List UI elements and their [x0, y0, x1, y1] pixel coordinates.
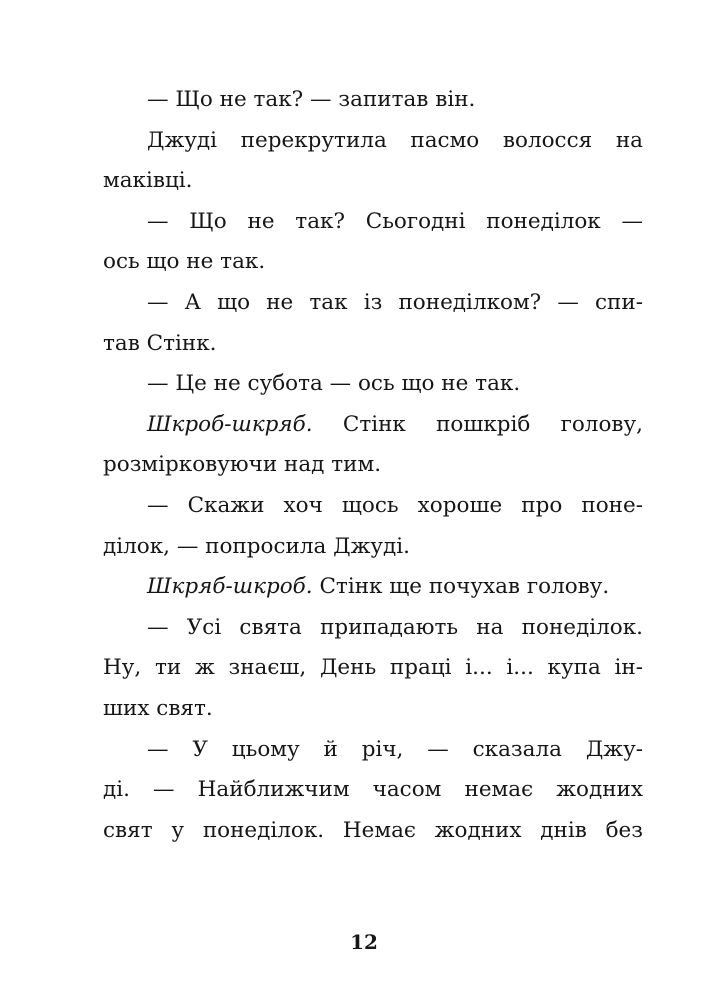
text-line: — У цьому й річ, — сказала Джу- — [147, 736, 643, 762]
text-line: Ну, ти ж знаєш, День праці і... і... купа ін- — [103, 655, 643, 681]
text-line: — Що не так? Сьогодні понеділок — — [147, 208, 643, 234]
text-line: ших свят. — [103, 695, 213, 721]
text-line: — Що не так? — запитав він. — [147, 87, 476, 112]
sound-effect: Шкряб-шкроб. — [147, 574, 313, 600]
text-line: Шкряб-шкроб. Стінк ще почухав голову. — [147, 574, 610, 600]
text-line: Шкроб-шкряб. Стінк пошкріб голову, — [147, 411, 643, 437]
page-number: 12 — [350, 930, 378, 954]
text-line: свят у понеділок. Немає жодних днів без — [103, 817, 643, 843]
sound-effect: Шкроб-шкряб. — [147, 411, 313, 437]
text-line: маківці. — [103, 168, 193, 194]
text-line: — Скажи хоч щось хороше про поне- — [147, 492, 643, 518]
text-line: тав Стінк. — [103, 330, 217, 356]
text-line: — А що не так із понеділком? — спи- — [147, 289, 643, 315]
text-line: ді. — Найближчим часом немає жодних — [103, 777, 643, 803]
text-line: — Усі свята припадають на понеділок. — [147, 614, 643, 640]
text-line: ділок, — попросила Джуді. — [103, 533, 411, 559]
body-text — [103, 80, 643, 851]
text-line: ось що не так. — [103, 249, 266, 275]
text-line: — Це не субота — ось що не так. — [147, 371, 521, 397]
text-line: Джуді перекрутила пасмо волосся на — [147, 127, 643, 153]
text-line: розмірковуючи над тим. — [103, 452, 382, 478]
